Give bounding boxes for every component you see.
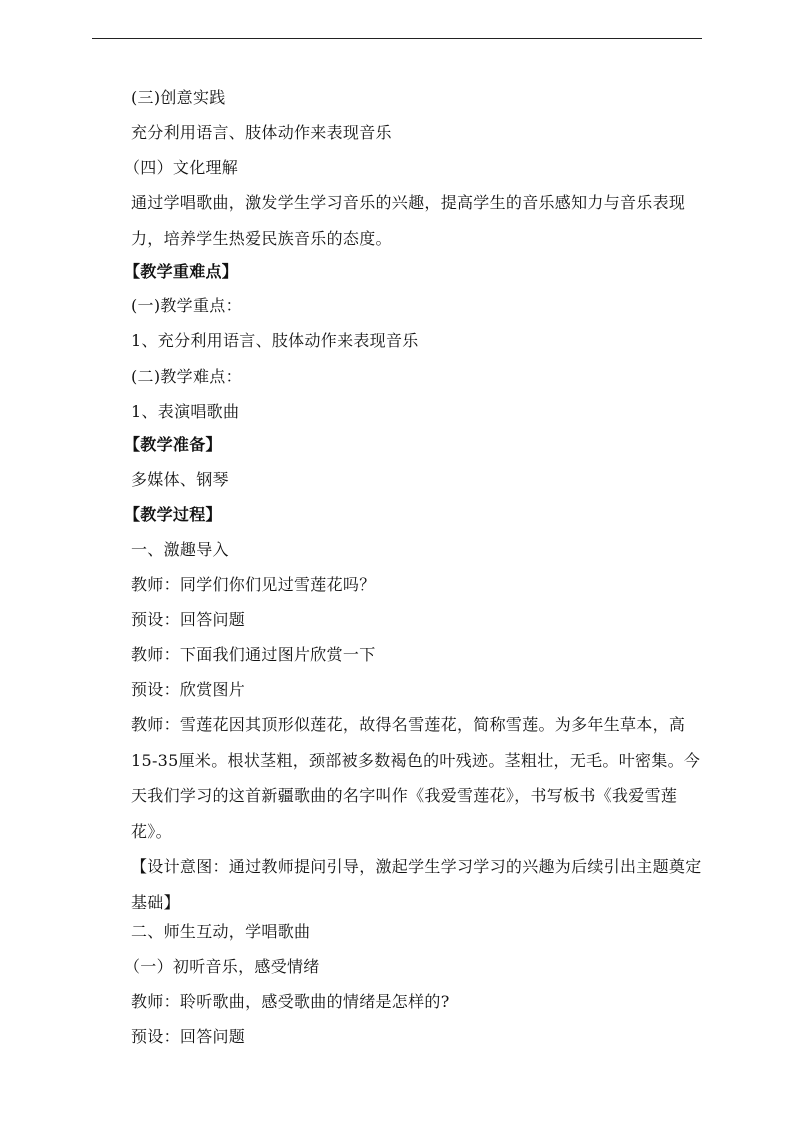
step2-heading: 二、师生互动，学唱歌曲 <box>131 922 311 941</box>
dialog-6: 教师：聆听歌曲，感受歌曲的情绪是怎样的? <box>131 992 450 1011</box>
creative-practice-text: 充分利用语言、肢体动作来表现音乐 <box>131 123 392 142</box>
dialog-3: 教师：下面我们通过图片欣赏一下 <box>131 645 376 664</box>
dialog-1: 教师：同学们你们见过雪莲花吗？ <box>131 575 376 594</box>
key-point-label: (一)教学重点： <box>131 296 242 315</box>
culture-heading: （四）文化理解 <box>124 158 239 177</box>
key-point-item: 1、充分利用语言、肢体动作来表现音乐 <box>131 331 419 350</box>
key-points-heading: 【教学重难点】 <box>124 262 239 281</box>
difficulty-label: (二)教学难点： <box>131 367 242 386</box>
dialog-2: 预设：回答问题 <box>131 610 246 629</box>
design-intent <box>131 849 703 920</box>
creative-practice-heading: (三)创意实践 <box>131 88 226 107</box>
prep-text: 多媒体、钢琴 <box>131 470 229 489</box>
step1-heading: 一、激趣导入 <box>131 540 229 559</box>
dialog-7: 预设：回答问题 <box>131 1027 246 1046</box>
design-intent-content: 【设计意图：通过教师提问引导，激起学生学习学习的兴趣为后续引出主题奠定基础】 <box>131 857 702 912</box>
process-heading: 【教学过程】 <box>124 505 222 524</box>
dialog-4: 预设：欣赏图片 <box>131 680 246 699</box>
dialog-5 <box>131 707 703 849</box>
difficulty-item: 1、表演唱歌曲 <box>131 402 240 421</box>
prep-heading: 【教学准备】 <box>124 435 222 454</box>
culture-text-content: 通过学唱歌曲，激发学生学习音乐的兴趣，提高学生的音乐感知力与音乐表现力，培养学生热爱民族音乐的态度。 <box>131 193 686 248</box>
culture-text <box>131 185 703 256</box>
dialog-5-content: 教师：雪莲花因其顶形似莲花，故得名雪莲花，简称雪莲。为多年生草本，高15-35厘米。根状茎粗，颈部被多数褐色的叶残迹。茎粗壮，无毛。叶密集。今天我们学习的这首新疆歌曲的名字叫作《我爱雪莲花》，书写板书《我爱雪莲花》。 <box>131 715 701 841</box>
step2-subheading: （一）初听音乐，感受情绪 <box>124 957 320 976</box>
